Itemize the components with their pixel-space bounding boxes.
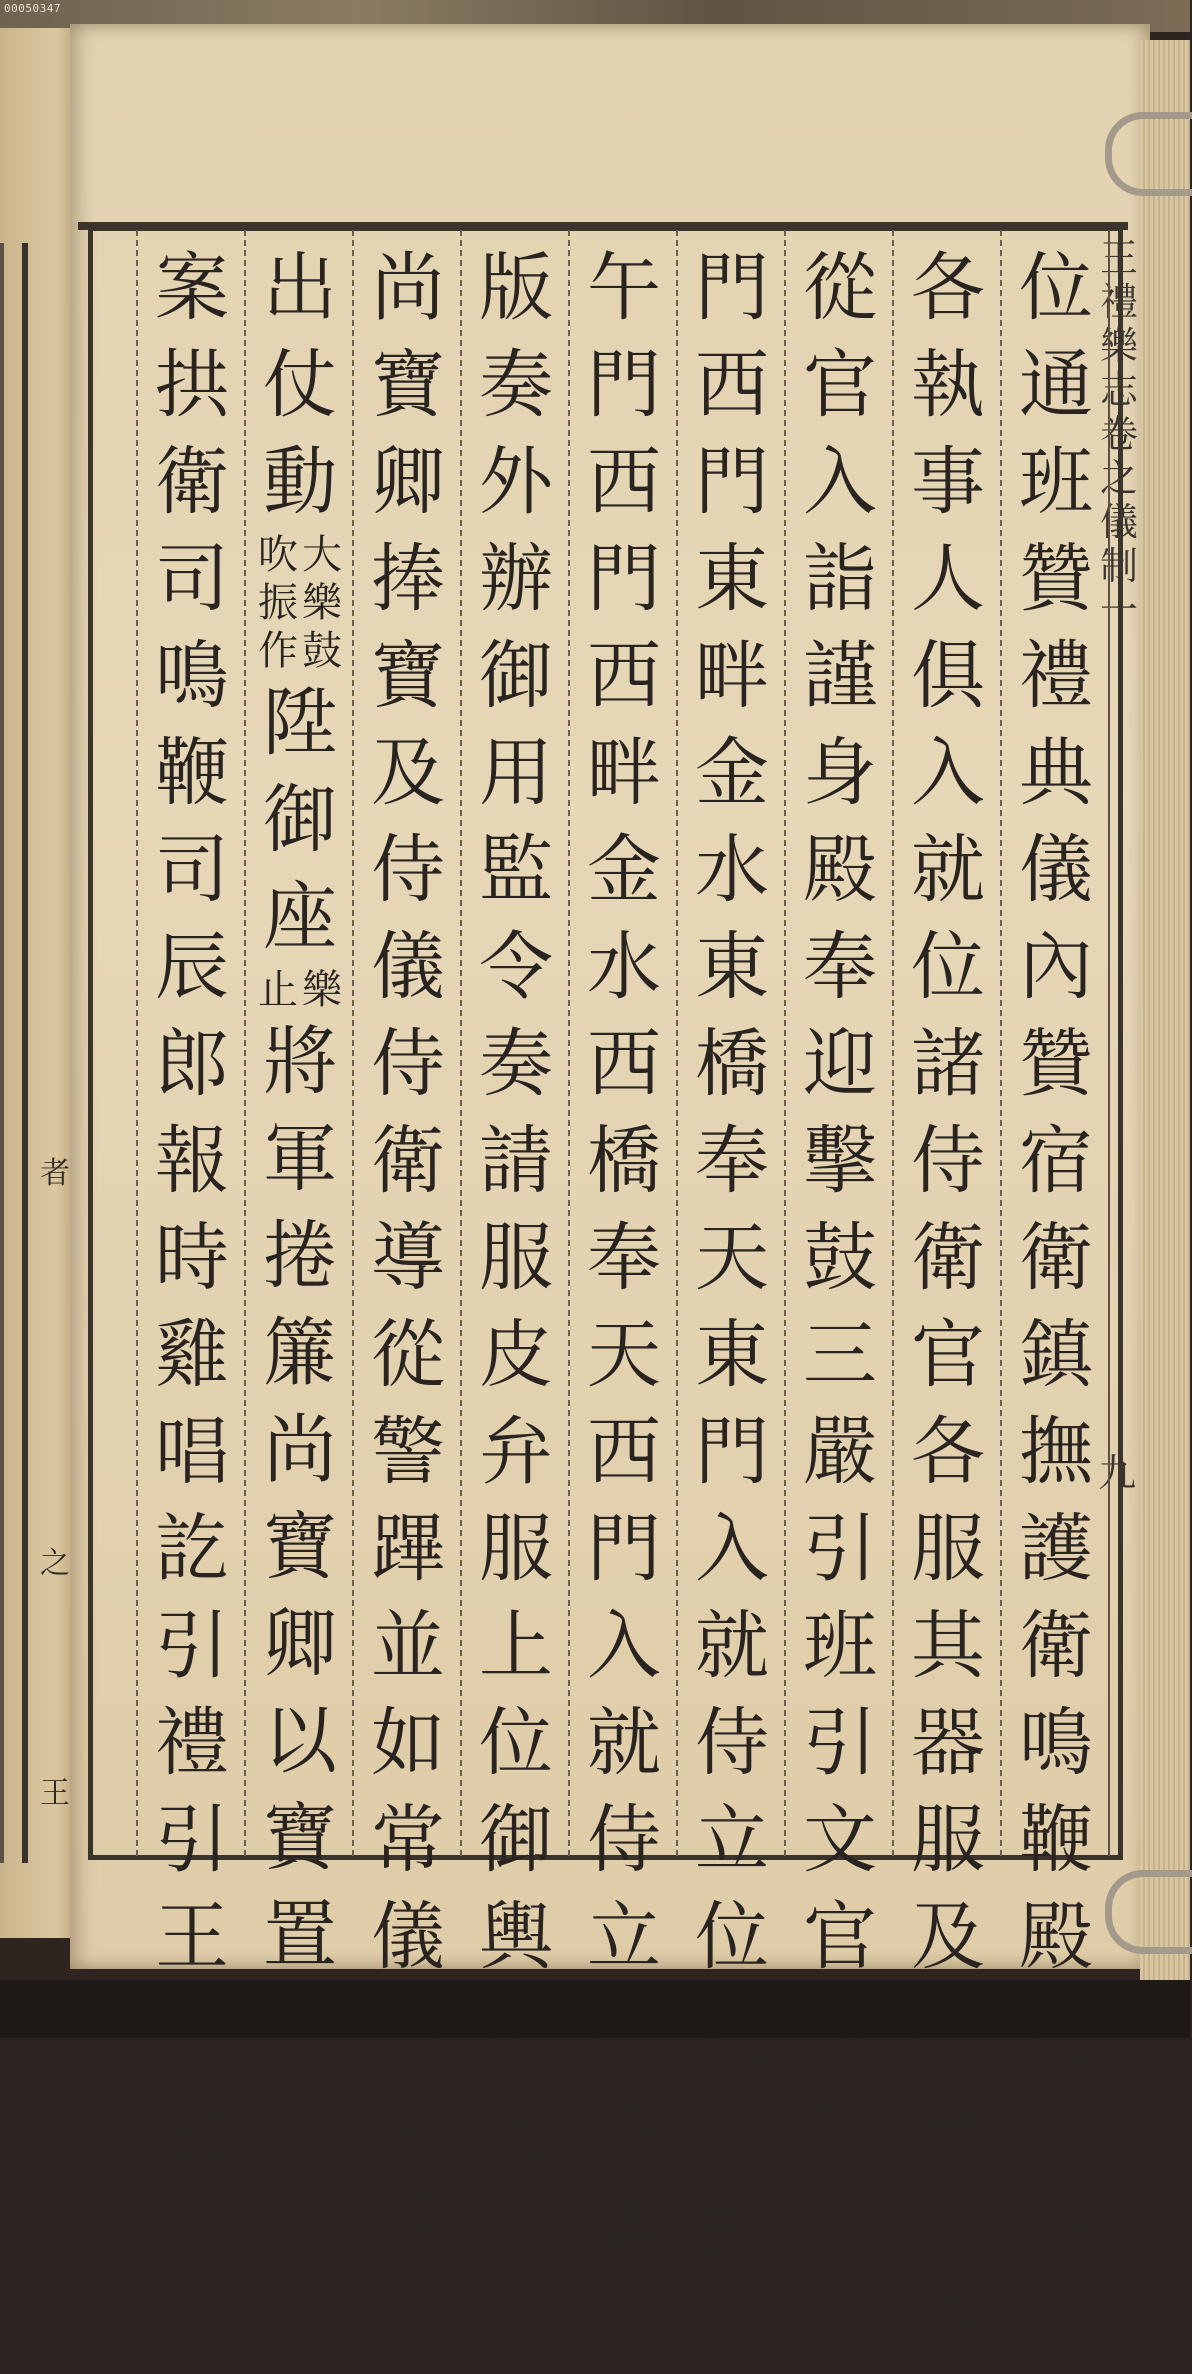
text-column [468, 240, 564, 2174]
glyph: 就 [587, 1700, 661, 1786]
glyph: 上 [479, 1603, 553, 1689]
glyph: 雞 [155, 1312, 229, 1398]
glyph: 寶 [911, 2088, 985, 2174]
glyph: 簾 [263, 1310, 337, 1396]
glyph: 就 [695, 1603, 769, 1689]
glyph: 門 [587, 536, 661, 622]
glyph: 訖 [155, 1506, 229, 1592]
glyph: 司 [155, 827, 229, 913]
glyph: 天 [695, 1215, 769, 1301]
glyph: 座 [263, 874, 337, 960]
glyph: 宿 [1019, 1118, 1093, 1204]
glyph: 位 [695, 1894, 769, 1980]
glyph: 捲 [263, 1213, 337, 1299]
glyph: 鞭 [1019, 1797, 1093, 1883]
glyph: 寶 [371, 633, 445, 719]
text-column [684, 240, 780, 2271]
glyph: 軍 [1019, 2282, 1093, 2368]
glyph: 通 [1019, 342, 1093, 428]
glyph: 護 [1019, 1506, 1093, 1592]
note-glyph: 樂 [302, 967, 342, 1013]
glyph: 侍 [695, 1700, 769, 1786]
glyph: 從 [803, 245, 877, 331]
column-rule [892, 230, 894, 1856]
glyph: 人 [911, 536, 985, 622]
glyph: 儀 [371, 1894, 445, 1980]
archive-id: 00050347 [4, 2, 61, 15]
glyph: 西 [587, 1021, 661, 1107]
glyph: 及 [911, 1894, 985, 1980]
glyph: 監 [479, 827, 553, 913]
glyph: 服 [911, 1506, 985, 1592]
glyph: 唱 [155, 1409, 229, 1495]
glyph: 執 [911, 342, 985, 428]
note-glyph: 鼓 [302, 628, 342, 674]
glyph: 侍 [911, 2282, 985, 2368]
column-rule [1108, 230, 1110, 1856]
glyph: 器 [911, 1700, 985, 1786]
margin-title-glyph: 制 [1099, 544, 1138, 588]
glyph: 奏 [479, 1021, 553, 1107]
glyph: 報 [155, 1118, 229, 1204]
glyph: 如 [371, 1700, 445, 1786]
glyph: 各 [911, 1409, 985, 1495]
glyph: 贊 [1019, 1021, 1093, 1107]
note-glyph: 振 [258, 580, 298, 626]
glyph: 嚴 [803, 1409, 877, 1495]
glyph: 侍 [911, 1118, 985, 1204]
glyph: 畔 [587, 730, 661, 816]
glyph: 出 [263, 245, 337, 331]
glyph: 贊 [1019, 536, 1093, 622]
glyph: 門 [587, 342, 661, 428]
previous-page-sliver [0, 28, 80, 1938]
glyph: 引 [155, 1603, 229, 1689]
glyph: 其 [911, 1603, 985, 1689]
glyph: 郎 [155, 1021, 229, 1107]
glyph: 侍 [371, 827, 445, 913]
previous-page-glyph: 王 [40, 1776, 70, 1811]
note-glyph: 止 [258, 967, 298, 1013]
glyph: 天 [587, 1312, 661, 1398]
glyph: 服 [479, 1506, 553, 1592]
glyph: 動 [263, 439, 337, 525]
glyph: 卿 [371, 439, 445, 525]
glyph: 奉 [695, 1118, 769, 1204]
glyph: 位 [911, 924, 985, 1010]
margin-title-glyph: 之 [1099, 456, 1138, 500]
margin-title-glyph: 禮 [1099, 280, 1138, 324]
column-rule [568, 230, 570, 1856]
glyph: 撫 [1019, 1409, 1093, 1495]
glyph: 王 [155, 1894, 229, 1980]
glyph: 卿 [911, 2185, 985, 2271]
glyph: 寶 [263, 1504, 337, 1590]
glyph: 御 [263, 777, 337, 863]
glyph: 寶 [371, 342, 445, 428]
glyph: 俱 [911, 633, 985, 719]
glyph: 引 [803, 1700, 877, 1786]
glyph: 謹 [803, 633, 877, 719]
glyph: 位 [479, 1700, 553, 1786]
glyph: 弁 [479, 1409, 553, 1495]
glyph: 入 [803, 439, 877, 525]
glyph: 服 [479, 1215, 553, 1301]
glyph: 服 [911, 1797, 985, 1883]
glyph: 門 [587, 1506, 661, 1592]
glyph: 衛 [155, 439, 229, 525]
binding-clip-bottom [1105, 1870, 1192, 1954]
glyph: 奏 [479, 342, 553, 428]
note-glyph: 吹 [258, 532, 298, 578]
glyph: 班 [803, 1603, 877, 1689]
glyph: 導 [371, 1215, 445, 1301]
note-glyph: 作 [258, 628, 298, 674]
glyph: 帝 [371, 2088, 445, 2174]
binding-clip-top [1105, 112, 1192, 196]
glyph: 儀 [1019, 827, 1093, 913]
glyph: 將 [263, 1019, 337, 1105]
glyph: 衛 [1019, 1603, 1093, 1689]
column-rule [1000, 230, 1002, 1856]
text-column [252, 240, 348, 1978]
margin-title-glyph: 樂 [1099, 324, 1138, 368]
glyph: 及 [371, 730, 445, 816]
glyph: 尚 [263, 1407, 337, 1493]
glyph: 鞭 [155, 730, 229, 816]
glyph: 東 [695, 536, 769, 622]
glyph: 陞 [263, 680, 337, 766]
glyph: 寶 [263, 1795, 337, 1881]
glyph: 外 [1019, 2088, 1093, 2174]
glyph: 衛 [911, 1215, 985, 1301]
glyph: 文 [803, 1797, 877, 1883]
glyph: 以 [263, 1698, 337, 1784]
glyph: 時 [155, 1215, 229, 1301]
column-rule [460, 230, 462, 1856]
glyph: 引 [155, 1797, 229, 1883]
glyph: 金 [695, 730, 769, 816]
glyph: 內 [1019, 924, 1093, 1010]
glyph: 鼓 [803, 1215, 877, 1301]
glyph: 官 [695, 2088, 769, 2174]
glyph: 入 [911, 730, 985, 816]
note-line [302, 966, 342, 1014]
page-edge-stack [1140, 40, 1190, 1980]
glyph: 西 [587, 439, 661, 525]
glyph: 衛 [371, 1118, 445, 1204]
text-column [792, 240, 888, 2174]
glyph: 午 [803, 2088, 877, 2174]
interlinear-note [252, 531, 348, 627]
glyph: 外 [479, 439, 553, 525]
glyph: 詣 [803, 536, 877, 622]
glyph: 畔 [695, 633, 769, 719]
glyph: 立 [695, 1797, 769, 1883]
glyph: 班 [1019, 439, 1093, 525]
text-column [360, 240, 456, 2271]
glyph: 西 [587, 1409, 661, 1495]
glyph: 將 [1019, 2185, 1093, 2271]
glyph: 水 [695, 827, 769, 913]
glyph: 官 [803, 342, 877, 428]
glyph: 身 [803, 730, 877, 816]
glyph: 輿 [479, 1894, 553, 1980]
glyph: 軍 [263, 1116, 337, 1202]
glyph: 卿 [263, 1601, 337, 1687]
glyph: 侍 [371, 1021, 445, 1107]
glyph: 引 [803, 1506, 877, 1592]
glyph: 版 [479, 245, 553, 331]
glyph: 奉 [587, 1215, 661, 1301]
margin-title-glyph: 儀 [1099, 500, 1138, 544]
margin-folio-glyph: 九 [1097, 1451, 1136, 1495]
glyph: 出 [479, 2088, 553, 2174]
column-rule [676, 230, 678, 1856]
column-rule [136, 230, 138, 1856]
glyph: 案 [155, 245, 229, 331]
glyph: 事 [911, 439, 985, 525]
note-line [258, 531, 298, 627]
column-rule [244, 230, 246, 1856]
glyph: 橋 [587, 1118, 661, 1204]
glyph: 由 [695, 2185, 769, 2271]
glyph: 鳴 [1019, 1700, 1093, 1786]
glyph: 奉 [803, 924, 877, 1010]
note-line [302, 531, 342, 627]
note-glyph: 樂 [302, 580, 342, 626]
glyph: 立 [587, 1894, 661, 1980]
glyph: 橋 [695, 1021, 769, 1107]
previous-page-outer-border [0, 243, 4, 1863]
margin-title-glyph: 王 [1099, 236, 1138, 280]
glyph: 儀 [587, 2185, 661, 2271]
glyph: 官 [911, 1312, 985, 1398]
glyph: 用 [479, 730, 553, 816]
glyph: 捧 [371, 536, 445, 622]
glyph: 辰 [155, 924, 229, 1010]
glyph: 門 [695, 439, 769, 525]
glyph: 迎 [803, 1021, 877, 1107]
margin-title-glyph: 卷 [1099, 412, 1138, 456]
glyph: 就 [911, 827, 985, 913]
glyph: 袞 [155, 2088, 229, 2174]
glyph: 各 [911, 245, 985, 331]
glyph: 擊 [803, 1118, 877, 1204]
glyph: 冕 [155, 2185, 229, 2271]
glyph: 水 [587, 924, 661, 1010]
margin-title [1098, 236, 1140, 632]
previous-page-border [22, 243, 28, 1863]
glyph: 拱 [155, 342, 229, 428]
glyph: 諸 [911, 1021, 985, 1107]
glyph: 殿 [1019, 1894, 1093, 1980]
margin-title-glyph: 志 [1099, 368, 1138, 412]
glyph: 午 [587, 245, 661, 331]
glyph: 禮 [1019, 633, 1093, 719]
glyph: 典 [1019, 730, 1093, 816]
glyph: 從 [371, 1312, 445, 1398]
column-rule [784, 230, 786, 1856]
text-column [576, 240, 672, 2271]
text-column [1008, 240, 1104, 2368]
glyph: 鳴 [155, 633, 229, 719]
glyph: 辦 [479, 536, 553, 622]
glyph: 西 [695, 342, 769, 428]
glyph: 令 [479, 924, 553, 1010]
glyph: 常 [371, 1797, 445, 1883]
glyph: 入 [695, 1506, 769, 1592]
glyph: 位 [1019, 245, 1093, 331]
glyph: 衛 [1019, 1215, 1093, 1301]
glyph: 御 [479, 1797, 553, 1883]
note-line [258, 627, 298, 675]
scan-background [0, 1980, 1190, 2038]
glyph: 並 [371, 1603, 445, 1689]
previous-page-glyph: 者 [40, 1156, 70, 1191]
glyph: 儀 [371, 924, 445, 1010]
margin-title-glyph: 一 [1099, 588, 1138, 632]
note-line [258, 966, 298, 1014]
glyph: 禮 [155, 1700, 229, 1786]
glyph: 仗 [263, 342, 337, 428]
glyph: 東 [695, 1312, 769, 1398]
column-rule [352, 230, 354, 1856]
glyph: 置 [263, 1892, 337, 1978]
glyph: 東 [695, 924, 769, 1010]
glyph: 官 [803, 1894, 877, 1980]
glyph: 蹕 [371, 1506, 445, 1592]
note-glyph: 大 [302, 532, 342, 578]
glyph: 門 [695, 1409, 769, 1495]
glyph: 御 [479, 633, 553, 719]
text-column [900, 240, 996, 2368]
glyph: 皮 [479, 1312, 553, 1398]
glyph: 尚 [371, 245, 445, 331]
glyph: 西 [587, 633, 661, 719]
previous-page-glyph: 之 [40, 1546, 70, 1581]
glyph: 侍 [587, 1797, 661, 1883]
glyph: 請 [479, 1118, 553, 1204]
glyph: 殿 [803, 827, 877, 913]
glyph: 三 [803, 1312, 877, 1398]
text-column [144, 240, 240, 2271]
glyph: 警 [371, 1409, 445, 1495]
glyph: 侍 [587, 2088, 661, 2174]
glyph: 金 [587, 827, 661, 913]
interlinear-note [252, 966, 348, 1014]
note-line [302, 627, 342, 675]
glyph: 司 [155, 536, 229, 622]
interlinear-note [252, 627, 348, 675]
glyph: 門 [695, 245, 769, 331]
glyph: 入 [587, 1603, 661, 1689]
glyph: 將 [371, 2185, 445, 2271]
glyph: 鎮 [1019, 1312, 1093, 1398]
